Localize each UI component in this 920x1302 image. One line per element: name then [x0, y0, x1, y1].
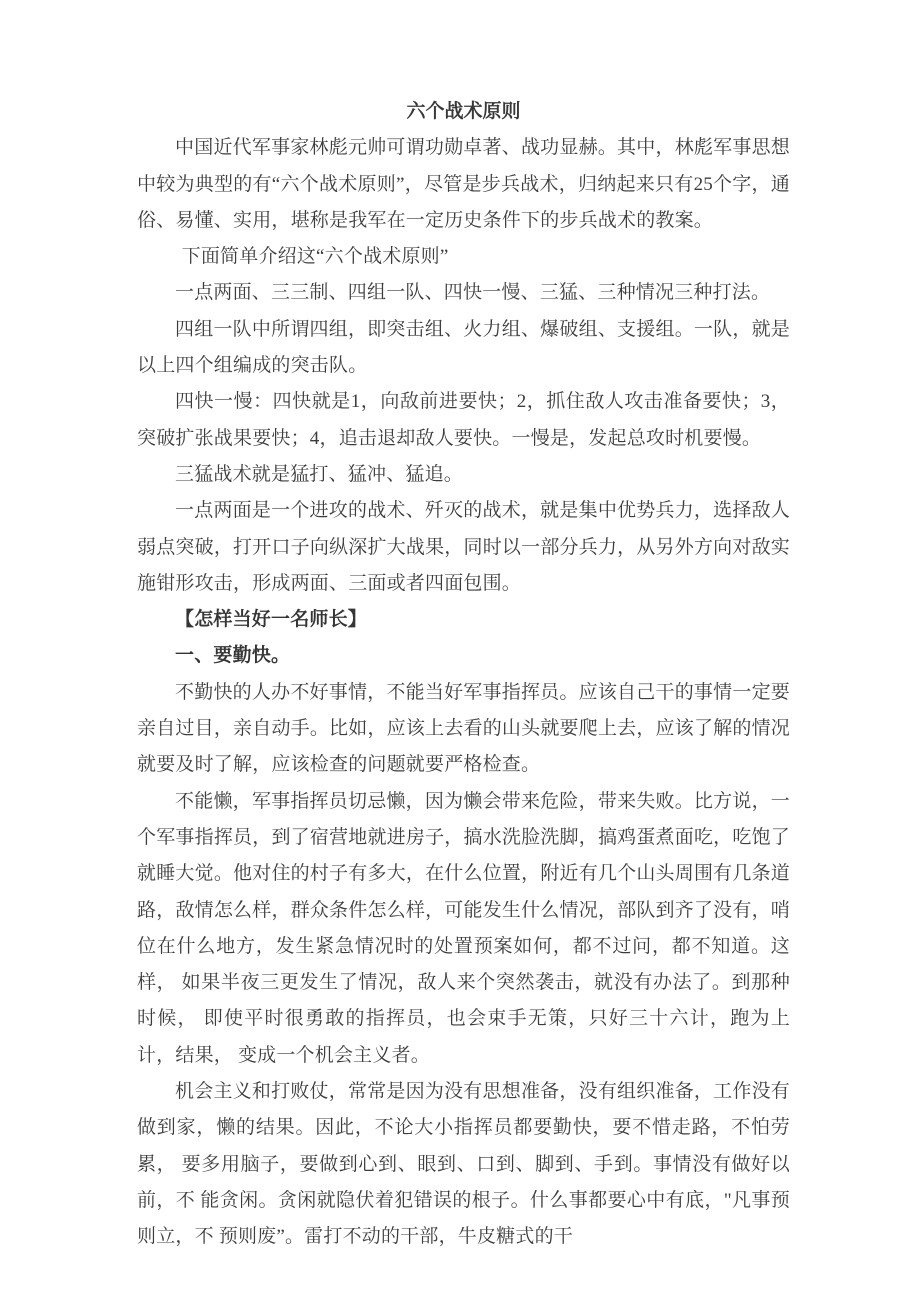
paragraph: 下面简单介绍这“六个战术原则”	[181, 246, 449, 268]
paragraph: 不勤快的人办不好事情，不能当好军事指挥员。应该自己干的事情一定要 亲自过目，亲自动手。比如，应该上去看的山头就要爬上去，应该了解的情况 就要及时了解，应该检查的问题就要严格检查。	[137, 681, 790, 776]
paragraph: 机会主义和打败仗，常常是因为没有思想准备，没有组织准备，工作没有 做到家，懒的结果。因此，不论大小指挥员都要勤快，要不惜走路，不怕劳累， 要多用脑子，要做到心到、眼到、口到、脚到、手到。事情没有做好以前，不 能贪闲。贪闲就隐伏着犯错误的根子。什么事都要心中有底，"凡事预则立，不 预则废”。雷打不动的干部，牛皮糖式的干	[137, 1081, 790, 1248]
paragraph: 一点两面、三三制、四组一队、四快一慢、三猛、三种情况三种打法。	[175, 282, 771, 304]
paragraph: 四快一慢：四快就是1，向敌前进要快；2，抓住敌人攻击准备要快；3， 突破扩张战果要快；4，追击退却敌人要快。一慢是，发起总攻时机要慢。	[137, 391, 790, 449]
section-heading: 【怎样当好一名师长】	[175, 609, 368, 631]
paragraph: 不能懒，军事指挥员切忌懒，因为懒会带来危险，带来失败。比方说，一 个军事指挥员，到了宿营地就进房子，搞水洗脸洗脚，搞鸡蛋煮面吃，吃饱了 就睡大觉。他对住的村子有多大，在什么位置，附近有几个山头周围有几条道 路，敌情怎么样，群众条件怎么样，可能发生什么情况，部队到齐了没有，哨 位在什么地方，发生紧急情况时的处置预案如何，都不过问，都不知道。这样， 如果半夜三更发生了情况，敌人来个突然袭击，就没有办法了。到那种时候， 即使平时很勇敢的指挥员，也会束手无策，只好三十六计，跑为上计，结果， 变成一个机会主义者。	[137, 790, 790, 1066]
paragraph: 中国近代军事家林彪元帅可谓功勋卓著、战功显赫。其中，林彪军事思想 中较为典型的有“六个战术原则”，尽管是步兵战术，归纳起来只有25个字，通 俗、易懂、实用，堪称是我军在一定历史条件下的步兵战术的教案。	[137, 137, 790, 231]
document-title: 六个战术原则	[406, 101, 521, 122]
paragraph: 四组一队中所谓四组，即突击组、火力组、爆破组、支援组。一队，就是 以上四个组编成的突击队。	[137, 318, 790, 377]
paragraph: 三猛战术就是猛打、猛冲、猛追。	[175, 463, 464, 485]
section-heading: 一、要勤快。	[175, 645, 291, 667]
paragraph: 一点两面是一个进攻的战术、歼灭的战术，就是集中优势兵力，选择敌人 弱点突破，打开口子向纵深扩大战果，同时以一部分兵力，从另外方向对敌实 施钳形攻击，形成两面、三面或者四面包围。	[137, 500, 790, 594]
